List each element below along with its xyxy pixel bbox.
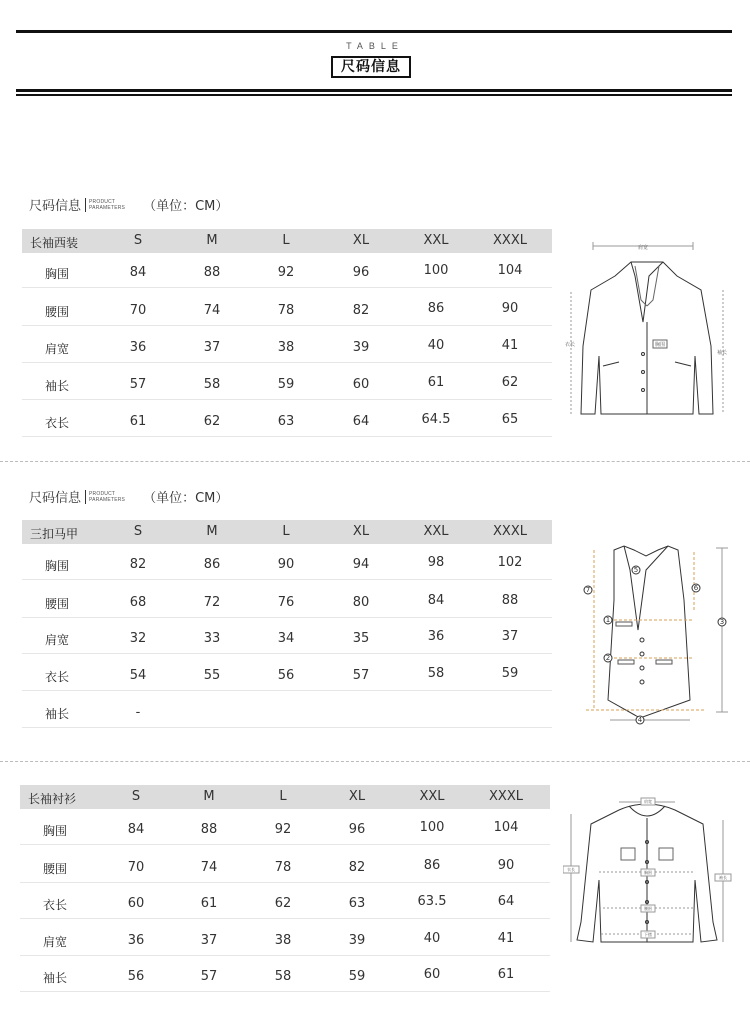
shirt-label-left: 衣长 [567,867,575,872]
measure-value: 40 [427,338,445,353]
measure-value: 96 [348,822,366,837]
row-separator [20,844,550,845]
section-title-en: PRODUCT PARAMETERS [89,490,126,503]
measure-value: 39 [352,340,370,355]
row-separator [22,727,552,728]
size-header: S [131,789,141,804]
measure-label: 袖长 [44,707,70,721]
shirt-label-right: 袖长 [719,875,727,880]
size-header: XL [352,233,370,248]
measure-value: 68 [129,595,147,610]
measure-value: 41 [501,338,519,353]
measure-label: 肩宽 [44,342,70,356]
row-separator [20,882,550,883]
measure-value: 63 [348,896,366,911]
row-separator [20,955,550,956]
shirt-label-chest: 胸围 [644,870,652,875]
measure-value: 90 [277,557,295,572]
measure-value: 84 [127,822,145,837]
measure-value: 60 [423,967,441,982]
header-subtitle: TABLE [346,41,404,51]
vest-marker-3: 3 [719,618,725,626]
measure-value: 37 [200,933,218,948]
measure-value: 100 [419,820,445,835]
measure-label: 胸围 [44,559,70,573]
garment-name: 长袖西装 [30,236,79,250]
size-header: XXXL [493,233,527,248]
measure-value: 35 [352,631,370,646]
measure-value: 80 [352,595,370,610]
measure-value: - [135,705,141,720]
measure-value: 92 [274,822,292,837]
section-divider [0,761,750,762]
measure-value: 60 [352,377,370,392]
size-header: XXL [419,789,445,804]
measure-value: 104 [497,263,523,278]
measure-value: 104 [493,820,519,835]
measure-value: 88 [203,265,221,280]
measure-label: 衣长 [44,416,70,430]
measure-value: 61 [129,414,147,429]
measure-value: 62 [501,375,519,390]
measure-value: 34 [277,631,295,646]
measure-value: 59 [348,969,366,984]
measure-value: 98 [427,555,445,570]
measure-label: 肩宽 [44,633,70,647]
vest-marker-6: 6 [693,584,699,592]
measure-value: 86 [423,858,441,873]
measure-value: 58 [427,666,445,681]
measure-value: 57 [200,969,218,984]
row-separator [22,653,552,654]
measure-value: 57 [352,668,370,683]
measure-value: 82 [348,860,366,875]
measure-value: 58 [203,377,221,392]
size-header: XXL [423,524,449,539]
vest-marker-4: 4 [637,716,643,724]
measure-value: 36 [129,340,147,355]
header-line-bottom-1 [16,89,732,92]
shirt-label-top: 肩宽 [644,799,652,804]
size-header: XL [352,524,370,539]
vest-marker-5: 5 [633,566,639,574]
header-title: 尺码信息 [331,56,411,78]
row-separator [20,991,550,992]
measure-value: 65 [501,412,519,427]
suit-label-center: 胸围 [655,342,666,348]
measure-label: 肩宽 [42,935,68,949]
header-line-top [16,30,732,33]
size-header: L [282,233,290,248]
measure-value: 61 [497,967,515,982]
measure-value: 88 [200,822,218,837]
measure-value: 61 [427,375,445,390]
suit-label-right: 袖长 [717,350,728,356]
section-divider [0,461,750,462]
section-title-cn: 尺码信息 [29,491,82,506]
garment-name: 长袖衬衫 [28,792,77,806]
measure-value: 90 [497,858,515,873]
vest-diagram [576,540,736,730]
shirt-label-waist: 腰围 [644,906,652,911]
measure-value: 57 [129,377,147,392]
measure-value: 64.5 [421,412,451,427]
vest-marker-1: 1 [605,616,611,624]
measure-value: 78 [274,860,292,875]
garment-name: 三扣马甲 [30,527,79,541]
title-bar [85,490,86,504]
measure-value: 37 [501,629,519,644]
measure-label: 袖长 [42,971,68,985]
measure-value: 88 [501,593,519,608]
size-header: M [203,789,215,804]
measure-value: 59 [277,377,295,392]
measure-value: 86 [427,301,445,316]
size-header: L [282,524,290,539]
measure-value: 63.5 [417,894,447,909]
measure-value: 38 [277,340,295,355]
row-separator [22,325,552,326]
section-title [29,487,228,506]
header-line-bottom-2 [16,94,732,96]
measure-value: 39 [348,933,366,948]
measure-label: 腰围 [42,862,68,876]
measure-value: 76 [277,595,295,610]
size-header: L [279,789,287,804]
size-header: S [133,233,143,248]
size-header: XXXL [489,789,523,804]
measure-value: 54 [129,668,147,683]
measure-value: 82 [129,557,147,572]
measure-label: 胸围 [44,267,70,281]
measure-value: 74 [203,303,221,318]
row-separator [22,399,552,400]
measure-label: 衣长 [44,670,70,684]
measure-label: 腰围 [44,305,70,319]
measure-label: 衣长 [42,898,68,912]
measure-value: 92 [277,265,295,280]
size-header: M [206,524,218,539]
unit-label: （单位：CM） [143,491,229,506]
measure-value: 62 [274,896,292,911]
shirt-diagram [563,792,733,952]
measure-value: 61 [200,896,218,911]
measure-label: 胸围 [42,824,68,838]
measure-value: 63 [277,414,295,429]
measure-value: 70 [129,303,147,318]
row-separator [22,617,552,618]
size-header: XXXL [493,524,527,539]
row-separator [22,690,552,691]
measure-value: 32 [129,631,147,646]
shirt-label-hem: 下摆 [644,932,652,937]
section-title-cn: 尺码信息 [29,199,82,214]
size-header: M [206,233,218,248]
suit-label-left: 衣长 [565,342,576,348]
measure-label: 袖长 [44,379,70,393]
measure-value: 62 [203,414,221,429]
section-title-en: PRODUCT PARAMETERS [89,198,126,211]
measure-value: 100 [423,263,449,278]
measure-value: 64 [497,894,515,909]
suit-label-top: 肩宽 [637,245,649,251]
measure-value: 59 [501,666,519,681]
unit-label: （单位：CM） [143,199,229,214]
measure-value: 41 [497,931,515,946]
vest-marker-2: 2 [605,654,611,662]
measure-value: 56 [127,969,145,984]
measure-value: 86 [203,557,221,572]
measure-value: 78 [277,303,295,318]
row-separator [22,362,552,363]
measure-value: 82 [352,303,370,318]
measure-value: 94 [352,557,370,572]
measure-label: 腰围 [44,597,70,611]
measure-value: 38 [274,933,292,948]
suit-diagram [563,236,733,426]
measure-value: 55 [203,668,221,683]
measure-value: 90 [501,301,519,316]
measure-value: 36 [127,933,145,948]
section-title [29,195,228,214]
measure-value: 102 [497,555,523,570]
measure-value: 58 [274,969,292,984]
row-separator [22,287,552,288]
measure-value: 74 [200,860,218,875]
title-bar [85,198,86,212]
size-header: XL [348,789,366,804]
measure-value: 84 [129,265,147,280]
vest-marker-7: 7 [585,586,591,594]
measure-value: 72 [203,595,221,610]
measure-value: 40 [423,931,441,946]
measure-value: 36 [427,629,445,644]
measure-value: 64 [352,414,370,429]
row-separator [20,918,550,919]
size-header: S [133,524,143,539]
measure-value: 60 [127,896,145,911]
measure-value: 37 [203,340,221,355]
size-header: XXL [423,233,449,248]
row-separator [22,436,552,437]
measure-value: 96 [352,265,370,280]
measure-value: 33 [203,631,221,646]
measure-value: 56 [277,668,295,683]
measure-value: 70 [127,860,145,875]
measure-value: 84 [427,593,445,608]
row-separator [22,579,552,580]
